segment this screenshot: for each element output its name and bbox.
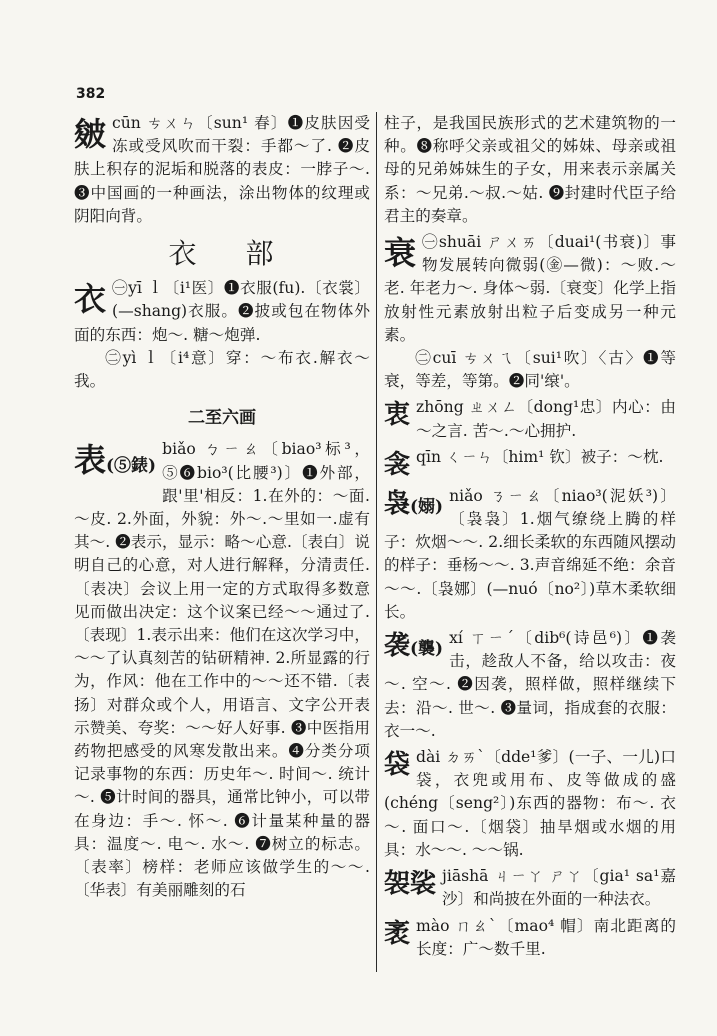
definition: xí ㄒㄧˊ〔dib⁶(诗邑⁶)〕❶袭击，趁敌人不备，给以攻击：夜～. 空～. ❷因袭，照样做，照样继续下去：沿～. 世～. ❸量词，指成套的衣服：衣一～. <box>384 629 676 740</box>
headword: 袈裟 <box>384 869 437 900</box>
entry-biao <box>74 438 370 902</box>
definition: cūn ㄘㄨㄣ〔sun¹ 春〕❶皮肤因受冻或受风吹而干裂：手都～了. ❷皮肤上积存的泥垢和脱落的表皮：一脖子～. ❸中国画的一种画法，涂出物体的纹理或阴阳向背。 <box>74 114 370 225</box>
headword: 衰 <box>384 234 417 273</box>
entry-mao <box>384 915 676 961</box>
headword <box>74 440 156 486</box>
column-divider <box>376 112 377 972</box>
headword <box>384 487 443 524</box>
definition: 柱子，是我国民族形式的艺术建筑物的一种。❽称呼父亲或祖父的姊妹、母亲或祖母的兄弟姊妹生的子女，用来表示亲属关系：～兄弟.～叔.～姑. ❾封建时代臣子给君主的奏章。 <box>384 114 676 225</box>
headword: 皴 <box>74 115 107 153</box>
variant-form: (嫋) <box>410 496 444 517</box>
entry-jiasha <box>384 865 676 911</box>
entry-shuai <box>384 231 676 393</box>
subsection-title: 二至六画 <box>188 408 256 429</box>
headword-char: 袅 <box>384 488 411 519</box>
headword-char: 表 <box>74 441 107 480</box>
headword: 衣 <box>74 280 107 319</box>
headword: 袋 <box>384 750 411 781</box>
definition: jiāshā ㄐㄧㄚ ㄕㄚ〔gia¹ sa¹嘉沙〕和尚披在外面的一种法衣。 <box>442 867 676 909</box>
entry-qin <box>384 446 676 482</box>
page-number: 382 <box>76 86 106 102</box>
entry-dai <box>384 746 676 862</box>
entry-continuation <box>384 112 676 228</box>
definition: biǎo ㄅㄧㄠ〔biao³标³，⑤❻bio³(比腰³)〕❶外部，跟'里'相反：1.在外的：～面.～皮. 2.外面，外貌：外～.～里如一.虚有其～. ❷表示，显示：略～心意.〔表白〕说明自己的心意，对人进行解释，分清责任.〔表决〕会议上用一定的方式取得多数意见而做出决定：这个议案已经～～通过了.〔表现〕1.表示出来：他们在这次学习中，～～了认真刻苦的钻研精神. 2.所显露的行为，作风：他在工作中的～～还不错.〔表扬〕对群众或个人，用语言、文字公开表示赞美、夸奖：～～好人好事. ❸中医指用药物把感受的风寒发散出来。❹分类分项记录事物的东西：历史年～. 时间～. 统计～. ❺计时间的器具，通常比钟小，可以带在身边：手～. 怀～. ❻计量某种量的器具：温度～. 电～. 水～. ❼树立的标志。〔表率〕榜样：老师应该做学生的～～.〔华表〕有美丽雕刻的石 <box>74 440 370 900</box>
left-column <box>74 112 370 906</box>
entry-zhong <box>384 396 676 442</box>
definition-sense-2: ㊁cuī ㄘㄨㄟ〔sui¹吹〕〈古〉❶等衰，等差，等第。❷同'缞'。 <box>384 349 676 391</box>
definition: qīn ㄑㄧㄣ〔him¹ 钦〕被子：～枕. <box>416 447 664 466</box>
definition: mào ㄇㄠˋ〔mao⁴ 帽〕南北距离的长度：广～数千里. <box>416 916 676 958</box>
headword: 衷 <box>384 400 411 431</box>
headword: 衾 <box>384 449 411 480</box>
entry-niao <box>384 485 676 624</box>
definition: zhōng ㄓㄨㄥ〔dong¹忠〕内心：由～之言. 苦～.～心拥护. <box>416 398 676 440</box>
definition: ㊀yī ｌ〔i¹医〕❶衣服(fu).〔衣裳〕(—shang)衣服。❷披或包在物体外面的东西：炮～. 糖～炮弹. <box>74 279 370 344</box>
definition: dài ㄉㄞˋ〔dde¹爹〕(一子、一儿)口袋，衣兜或用布、皮等做成的盛(chéng〔seng²〕)东西的器物：布～. 衣～. 面口～.〔烟袋〕抽旱烟或水烟的用具：水～～. ～～锅. <box>384 748 676 859</box>
section-title: 衣 部 <box>168 237 294 271</box>
entry-xi <box>384 627 676 743</box>
headword: 袤 <box>384 918 411 949</box>
definition: niǎo ㄋㄧㄠ〔niao³(泥妖³)〕〔袅袅〕1.烟气缭绕上腾的样子：炊烟～～. 2.细长柔软的东西随风摆动的样子：垂杨～～. 3.声音绵延不绝：余音～～.〔袅娜〕(—nuó〔no²〕)草木柔软细长。 <box>384 486 676 621</box>
definition-sense-2: ㊁yì ｌ〔i⁴意〕穿：～布衣.解衣～我。 <box>74 348 370 391</box>
entry-cun <box>74 112 370 228</box>
variant-form: (襲) <box>410 639 444 660</box>
headword <box>384 629 443 666</box>
entry-yi <box>74 277 370 393</box>
headword-char: 袭 <box>384 631 411 662</box>
right-column <box>384 112 676 964</box>
variant-form: (⑤錶) <box>106 456 157 477</box>
definition: ㊀shuāi ㄕㄨㄞ〔duai¹(书衰)〕事物发展转向微弱(㊎—微)：～败.～老. 年老力～. 身体～弱.〔衰变〕化学上指放射性元素放射出粒子后变成另一种元素。 <box>384 233 676 344</box>
